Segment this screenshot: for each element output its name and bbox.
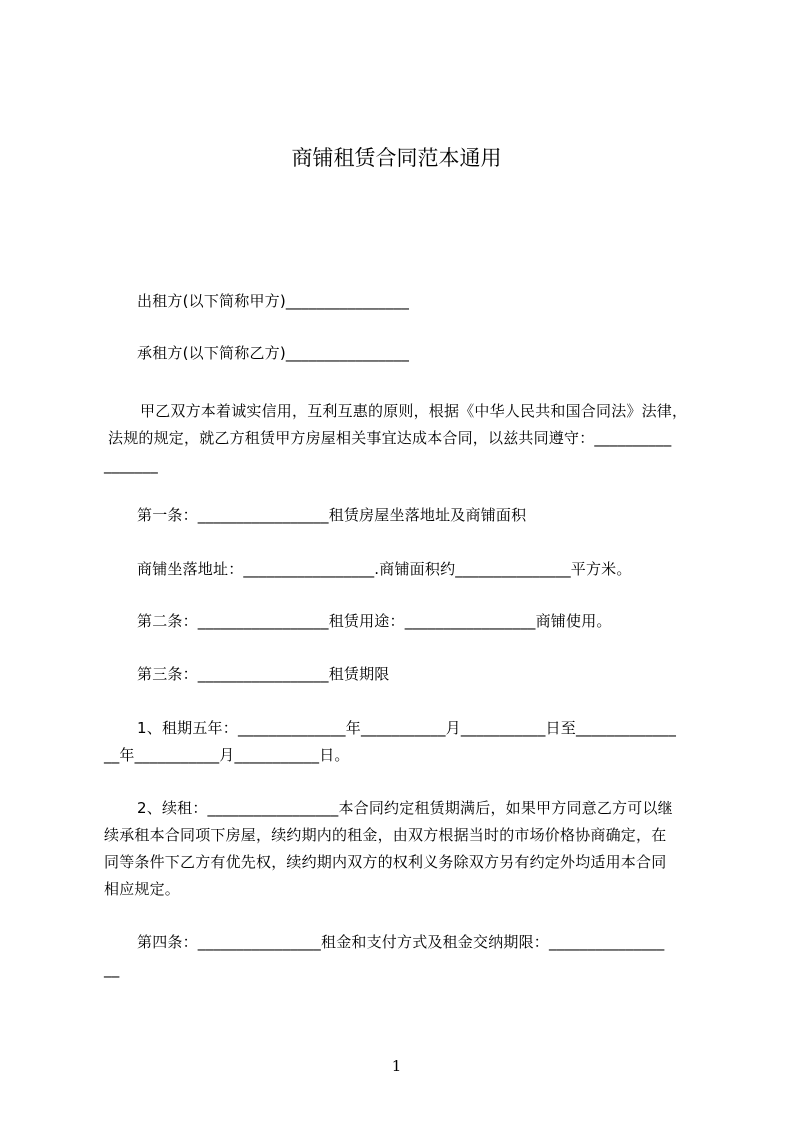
article-3-line: 第三条：_________________租赁期限	[137, 665, 390, 683]
document-title: 商铺租赁合同范本通用	[291, 146, 502, 170]
term-line-1: 1、租期五年：______________年___________月___________日至_____________	[137, 719, 677, 737]
intro-line-1: 甲乙双方本着诚实信用，互利互惠的原则，根据《中华人民共和国合同法》法律，	[140, 402, 688, 420]
renew-line-2: 续承租本合同项下房屋，续约期内的租金，由双方根据当时的市场价格协商确定，在	[104, 826, 667, 844]
term-line-2: __年___________月___________日。	[104, 746, 350, 764]
renew-line-4: 相应规定。	[104, 880, 181, 898]
article-1-line: 第一条：_________________租赁房屋坐落地址及商铺面积	[137, 506, 527, 524]
address-line: 商铺坐落地址：_________________.商铺面积约_______________平方米。	[137, 560, 632, 578]
renew-line-3: 同等条件下乙方有优先权，续约期内双方的权利义务除双方另有约定外均适用本合同	[104, 853, 667, 871]
page-number: 1	[391, 1057, 402, 1075]
article-4-continuation: __	[104, 960, 120, 978]
lessee-line: 承租方(以下简称乙方)________________	[137, 344, 410, 362]
intro-line-3: _______	[104, 456, 158, 474]
intro-line-2: 法规的规定，就乙方租赁甲方房屋相关事宜达成本合同，以兹共同遵守：__________	[108, 429, 672, 447]
renew-line-1: 2、续租：_________________本合同约定租赁期满后，如果甲方同意乙方可以继	[137, 799, 673, 817]
article-4-line: 第四条：________________租金和支付方式及租金交纳期限：_______________	[137, 933, 665, 951]
article-2-line: 第二条：_________________租赁用途：_________________商铺使用。	[137, 612, 612, 630]
lessor-line: 出租方(以下简称甲方)________________	[137, 292, 410, 310]
